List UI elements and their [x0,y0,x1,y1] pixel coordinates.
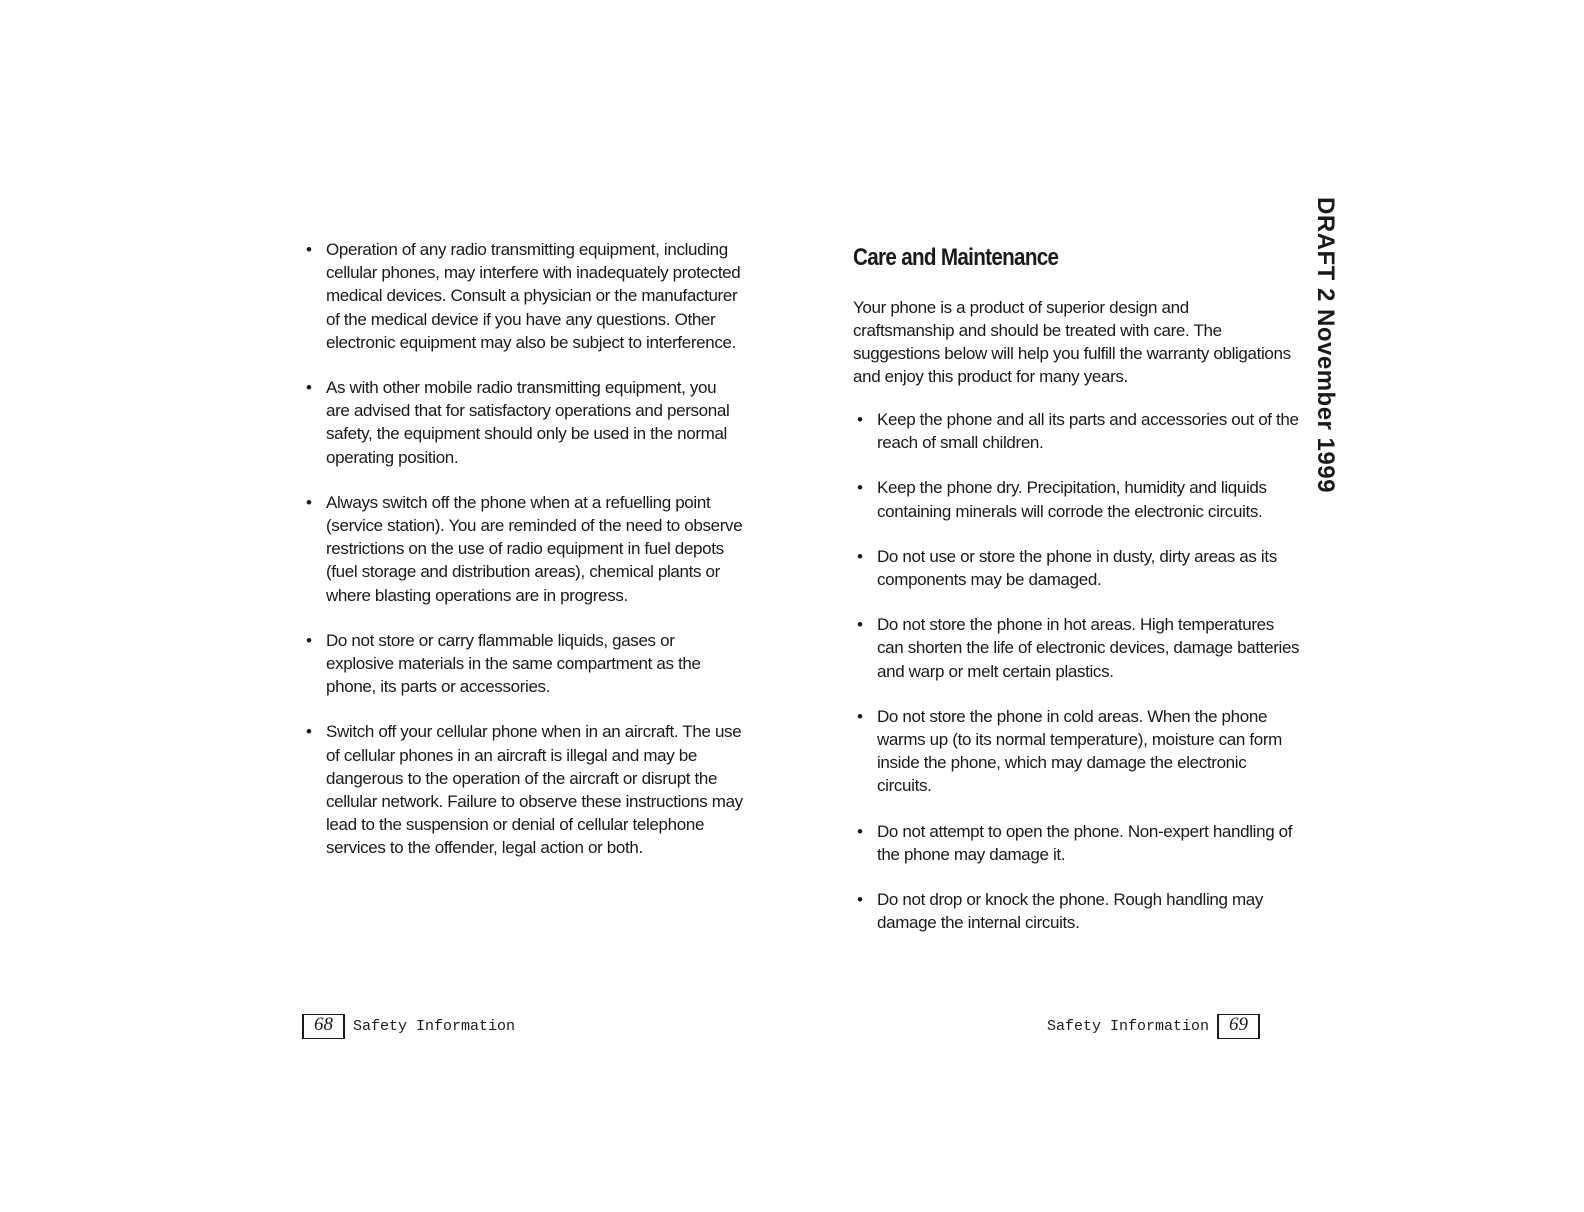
bullet-icon: • [857,546,863,566]
list-item: • Operation of any radio transmitting equipment, including cellular phones, may interfere with inadequately protected medical devices. Consult a physician or the manufacturer of the medical device if you have any questions. Other electronic equipment may also be subject to interference. [306,240,741,352]
list-item: • As with other mobile radio transmitting equipment, you are advised that for satisfactory operations and personal safety, the equipment should only be used in the normal operating position. [306,378,730,467]
right-footer [1047,1014,1260,1039]
list-item: • Keep the phone and all its parts and accessories out of the reach of small children. [857,410,1299,453]
bullet-icon: • [306,492,312,512]
bullet-icon: • [306,378,312,398]
left-footer [302,1014,515,1039]
list-item: • Switch off your cellular phone when in an aircraft. The use of cellular phones in an aircraft is illegal and may be dangerous to the operation of the aircraft or disrupt the cellular network. Failure to observe these instructions may lead to the suspension or denial of cellular telephone services to the offender, legal action or both. [306,722,743,858]
section-title: Care and Maintenance [853,244,1059,271]
bullet-icon: • [306,722,312,742]
list-item: • Do not drop or knock the phone. Rough handling may damage the internal circuits. [857,890,1264,933]
list-item: • Do not store the phone in hot areas. High temperatures can shorten the life of electronic devices, damage batteries and warp or melt certain plastics. [857,615,1300,681]
draft-stamp: DRAFT 2 November 1999 [1312,197,1339,493]
footer-section-label: Safety Information [353,1018,516,1035]
page-number: 68 [302,1014,345,1039]
left-page [304,238,744,882]
page-number: 69 [1217,1014,1260,1039]
bullet-icon: • [306,630,312,650]
footer-section-label: Safety Information [1047,1018,1210,1035]
bullet-icon: • [857,478,863,498]
list-item: • Do not attempt to open the phone. Non-expert handling of the phone may damage it. [857,821,1293,864]
right-page [855,244,1300,956]
list-item: • Keep the phone dry. Precipitation, humidity and liquids containing minerals will corrode the electronic circuits. [857,478,1267,521]
bullet-icon: • [857,706,863,726]
right-bullet-list [855,408,1300,934]
bullet-icon: • [306,240,312,259]
list-item: • Do not use or store the phone in dusty, dirty areas as its components may be damaged. [857,546,1277,590]
bullet-icon: • [857,410,863,429]
list-item: • Do not store or carry flammable liquids, gases or explosive materials in the same compartment as the phone, its parts or accessories. [306,630,701,697]
list-item: • Do not store the phone in cold areas. When the phone warms up (to its normal temperature), moisture can form inside the phone, which may damage the electronic circuits. [857,706,1282,796]
bullet-icon: • [857,890,863,910]
list-item: • Always switch off the phone when at a refuelling point (service station). You are reminded of the need to observe restrictions on the use of radio equipment in fuel depots (fuel storage and distribution areas), chemical plants or where blasting operations are in progress. [306,492,743,605]
bullet-icon: • [857,821,863,841]
intro-paragraph: Your phone is a product of superior design and craftsmanship and should be treated with care. The suggestions below will help you fulfill the warranty obligations and enjoy this product for many years. [853,298,1291,386]
left-bullet-list [304,238,744,860]
bullet-icon: • [857,615,863,635]
